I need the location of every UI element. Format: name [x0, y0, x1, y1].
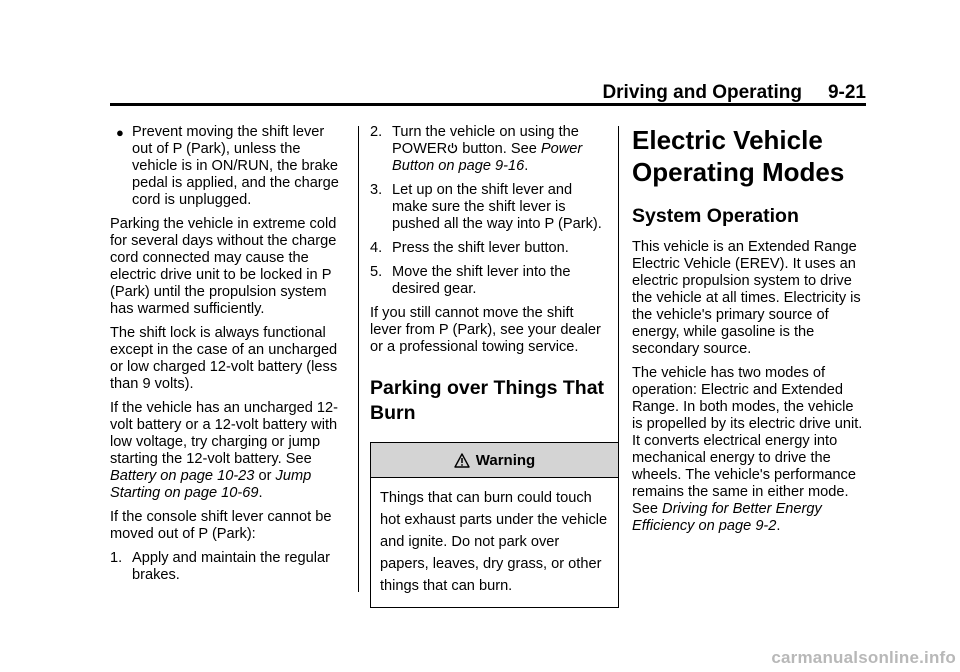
- paragraph: The vehicle has two modes of operation: Electric and Extended Range. In both modes, the vehicle is propelled by its electric drive unit. It converts electrical energy into mechanical energy to drive the wheels. The vehicle's performance remains the same in either mode. See Driving for Better Energy Efficiency on page 9-2.: [632, 365, 863, 534]
- column-2: [370, 124, 608, 608]
- page-header: [110, 82, 866, 104]
- column-3: [632, 124, 868, 542]
- header-rule: [110, 103, 866, 106]
- cross-reference[interactable]: Power Button on page 9-16: [392, 141, 583, 174]
- cross-reference[interactable]: Battery on page 10-23: [110, 468, 255, 484]
- step-item: 5. Move the shift lever into the desired gear.: [370, 264, 571, 297]
- cross-reference[interactable]: Driving for Better Energy Efficiency on page 9-2: [632, 501, 822, 534]
- bullet-item: ● Prevent moving the shift lever out of P (Park), unless the vehicle is in ON/RUN, the brake pedal is applied, and the charge cord is unplugged.: [116, 124, 339, 208]
- paragraph: This vehicle is an Extended Range Electric Vehicle (EREV). It uses an electric propulsion system to drive the vehicle at all times. Electricity is the vehicle's primary source of energy, while gasoline is the secondary source.: [632, 239, 861, 357]
- step-number: 1.: [110, 550, 123, 566]
- section-title: Driving and Operating: [602, 82, 802, 103]
- paragraph: Parking the vehicle in extreme cold for several days without the charge cord connected may cause the electric drive unit to be locked in P (Park) until the propulsion system has warmed sufficiently.: [110, 216, 337, 317]
- power-symbol-icon: [447, 142, 458, 154]
- cross-reference[interactable]: Jump Starting on page 10-69: [110, 468, 312, 501]
- step-item: 4. Press the shift lever button.: [370, 240, 569, 256]
- step-item: 3. Let up on the shift lever and make sure the shift lever is pushed all the way into P (Park).: [370, 182, 602, 232]
- column-1: [110, 124, 348, 591]
- section-heading: Parking over Things That Burn: [370, 377, 605, 424]
- step-number: 3.: [370, 182, 383, 198]
- step-number: 4.: [370, 240, 383, 256]
- warning-text: Things that can burn could touch hot exhaust parts under the vehicle and ignite. Do not park over papers, leaves, dry grass, or other things that can burn.: [380, 490, 608, 594]
- chapter-title: Electric Vehicle Operating Modes: [632, 125, 845, 187]
- step-item: 1. Apply and maintain the regular brakes.: [110, 550, 330, 583]
- step-number: 5.: [370, 264, 383, 280]
- step-number: 2.: [370, 124, 383, 140]
- warning-title: Warning: [475, 451, 536, 469]
- paragraph: If the vehicle has an uncharged 12-volt battery or a 12-volt battery with low voltage, try charging or jump starting the 12-volt battery. See Battery on page 10-23 or Jump Starting on page 10-69.: [110, 400, 338, 501]
- page-number: 9-21: [827, 82, 866, 103]
- paragraph: The shift lock is always functional except in the case of an uncharged or low charged 12-volt battery (less than 9 volts).: [110, 325, 338, 392]
- step-item: 2. Turn the vehicle on using the POWER button. See Power Button on page 9-16.: [370, 124, 583, 174]
- warning-triangle-icon: [454, 453, 470, 468]
- bullet-dot-icon: ●: [116, 125, 124, 140]
- column-divider-1: [358, 126, 359, 592]
- watermark: carmanualsonline.info: [771, 648, 956, 667]
- paragraph: If you still cannot move the shift lever from P (Park), see your dealer or a professional towing service.: [370, 305, 601, 355]
- warning-header: [371, 443, 618, 478]
- warning-box: [370, 442, 619, 608]
- paragraph: If the console shift lever cannot be moved out of P (Park):: [110, 509, 332, 542]
- section-heading: System Operation: [632, 205, 799, 227]
